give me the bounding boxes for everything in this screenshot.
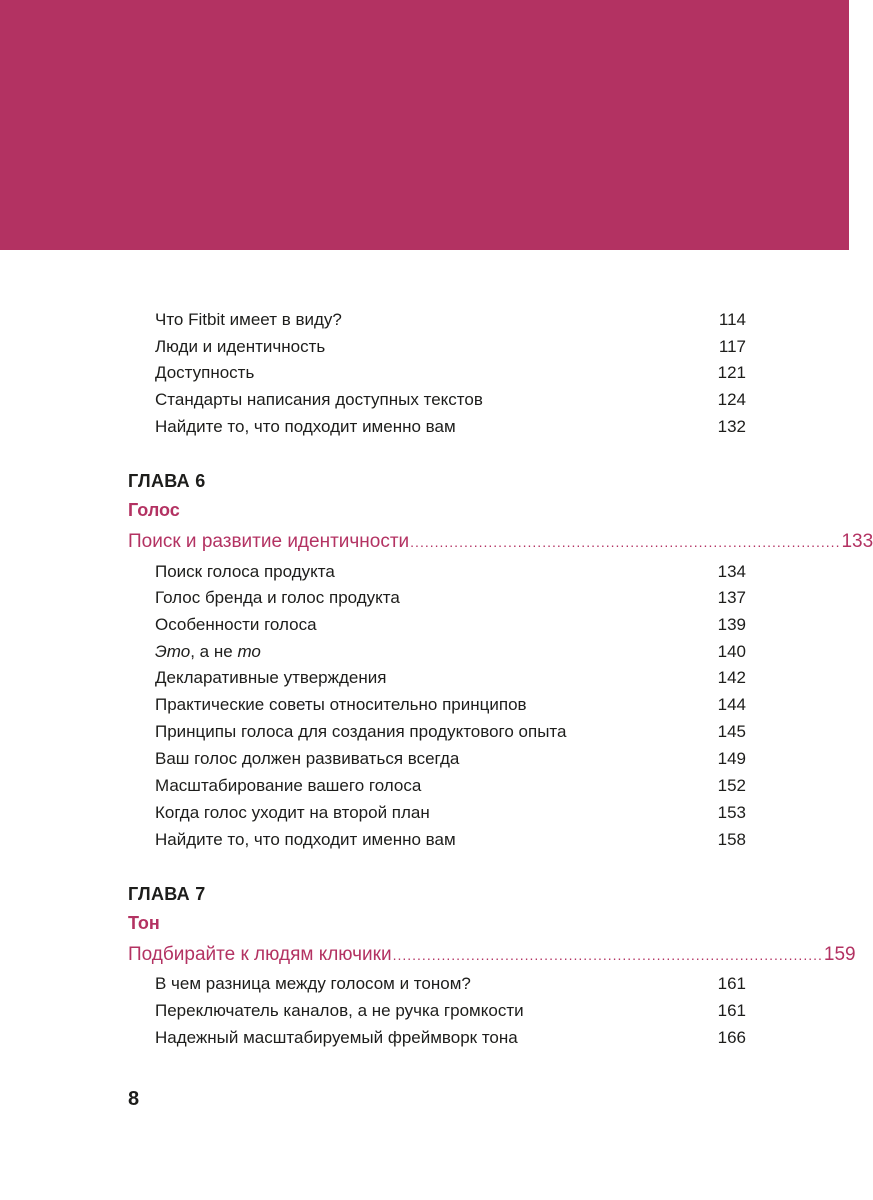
toc-entry-page: 153 xyxy=(717,803,746,822)
toc-entry-title: Найдите то, что подходит именно вам xyxy=(155,417,456,436)
toc-entry xyxy=(155,971,746,997)
chapter-7-section xyxy=(128,940,856,970)
italic-word: Это xyxy=(155,642,191,661)
section-title: Подбирайте к людям ключики xyxy=(128,944,392,965)
toc-entry-title: Поиск голоса продукта xyxy=(155,562,335,581)
toc-entry-page: 166 xyxy=(717,1028,746,1047)
toc-entry-page: 114 xyxy=(718,310,746,329)
toc-entry xyxy=(155,719,746,745)
toc-entry-title: Доступность xyxy=(155,363,255,382)
toc-entry xyxy=(155,746,746,772)
toc-entry-title: В чем разница между голосом и тоном? xyxy=(155,974,471,993)
italic-word: то xyxy=(237,642,261,661)
toc-entry-page: 121 xyxy=(717,363,746,382)
toc-entry-page: 142 xyxy=(717,668,746,687)
toc-entry-title: Стандарты написания доступных текстов xyxy=(155,390,483,409)
toc-entry xyxy=(155,665,746,691)
toc-entry-title: Надежный масштабируемый фреймворк тона xyxy=(155,1028,518,1047)
section-page: 159 xyxy=(823,944,856,965)
title-middle: , а не xyxy=(190,642,238,661)
toc-entry-page: 139 xyxy=(717,615,746,634)
toc-entry-title: Масштабирование вашего голоса xyxy=(155,776,422,795)
toc-entry-page: 117 xyxy=(718,337,746,356)
toc-entry-page: 158 xyxy=(717,830,746,849)
toc-entry xyxy=(155,360,746,386)
toc-entry xyxy=(155,585,746,611)
toc-entry-page: 140 xyxy=(717,642,746,661)
toc-entry xyxy=(155,1025,746,1051)
toc-entry-page: 137 xyxy=(717,588,746,607)
chapter-6-label: ГЛАВА 6 xyxy=(128,471,206,491)
chapter-7-title: Тон xyxy=(128,913,160,933)
toc-entry-page: 149 xyxy=(717,749,746,768)
dot-leader: ........................................................................................ xyxy=(392,947,823,963)
toc-entry-page: 161 xyxy=(717,1001,746,1020)
toc-entry xyxy=(155,773,746,799)
toc-entry xyxy=(155,639,746,665)
toc-entry-page: 152 xyxy=(717,776,746,795)
toc-entry-title: Люди и идентичность xyxy=(155,337,326,356)
toc-entry-title: Голос бренда и голос продукта xyxy=(155,588,400,607)
toc-entry-title: Когда голос уходит на второй план xyxy=(155,803,430,822)
toc-entry xyxy=(155,998,746,1024)
toc-entry xyxy=(155,414,746,440)
toc-entry-title: Декларативные утверждения xyxy=(155,668,387,687)
toc-entry xyxy=(155,827,746,853)
toc-entry-page: 124 xyxy=(717,390,746,409)
toc-entry-title: Практические советы относительно принципов xyxy=(155,695,527,714)
toc-entry-page: 161 xyxy=(717,974,746,993)
toc-entry-title: Принципы голоса для создания продуктового опыта xyxy=(155,722,567,741)
chapter-6-title: Голос xyxy=(128,500,180,520)
toc-entry-title: Что Fitbit имеет в виду? xyxy=(155,310,342,329)
chapter-7-label: ГЛАВА 7 xyxy=(128,884,206,904)
toc-entry-title: Ваш голос должен развиваться всегда xyxy=(155,749,460,768)
toc-entry-title: Переключатель каналов, а не ручка громкости xyxy=(155,1001,524,1020)
toc-entry xyxy=(155,692,746,718)
toc-entry-page: 145 xyxy=(717,722,746,741)
toc-entry-page: 132 xyxy=(717,417,746,436)
dot-leader: ........................................................................................ xyxy=(410,534,841,550)
chapter-6-section xyxy=(128,527,873,557)
page-number: 8 xyxy=(128,1088,140,1110)
toc-entry xyxy=(155,334,746,360)
section-title: Поиск и развитие идентичности xyxy=(128,531,410,552)
toc-entry xyxy=(155,612,746,638)
toc-entry xyxy=(155,387,746,413)
toc-entry-title: Особенности голоса xyxy=(155,615,317,634)
toc-entry-page: 134 xyxy=(717,562,746,581)
toc-entry xyxy=(155,559,746,585)
toc-entry-title: Найдите то, что подходит именно вам xyxy=(155,830,456,849)
section-page: 133 xyxy=(841,531,873,552)
toc-entry xyxy=(155,307,746,333)
toc-entry-page: 144 xyxy=(717,695,746,714)
toc-entry xyxy=(155,800,746,826)
toc-entry-title xyxy=(155,639,261,665)
